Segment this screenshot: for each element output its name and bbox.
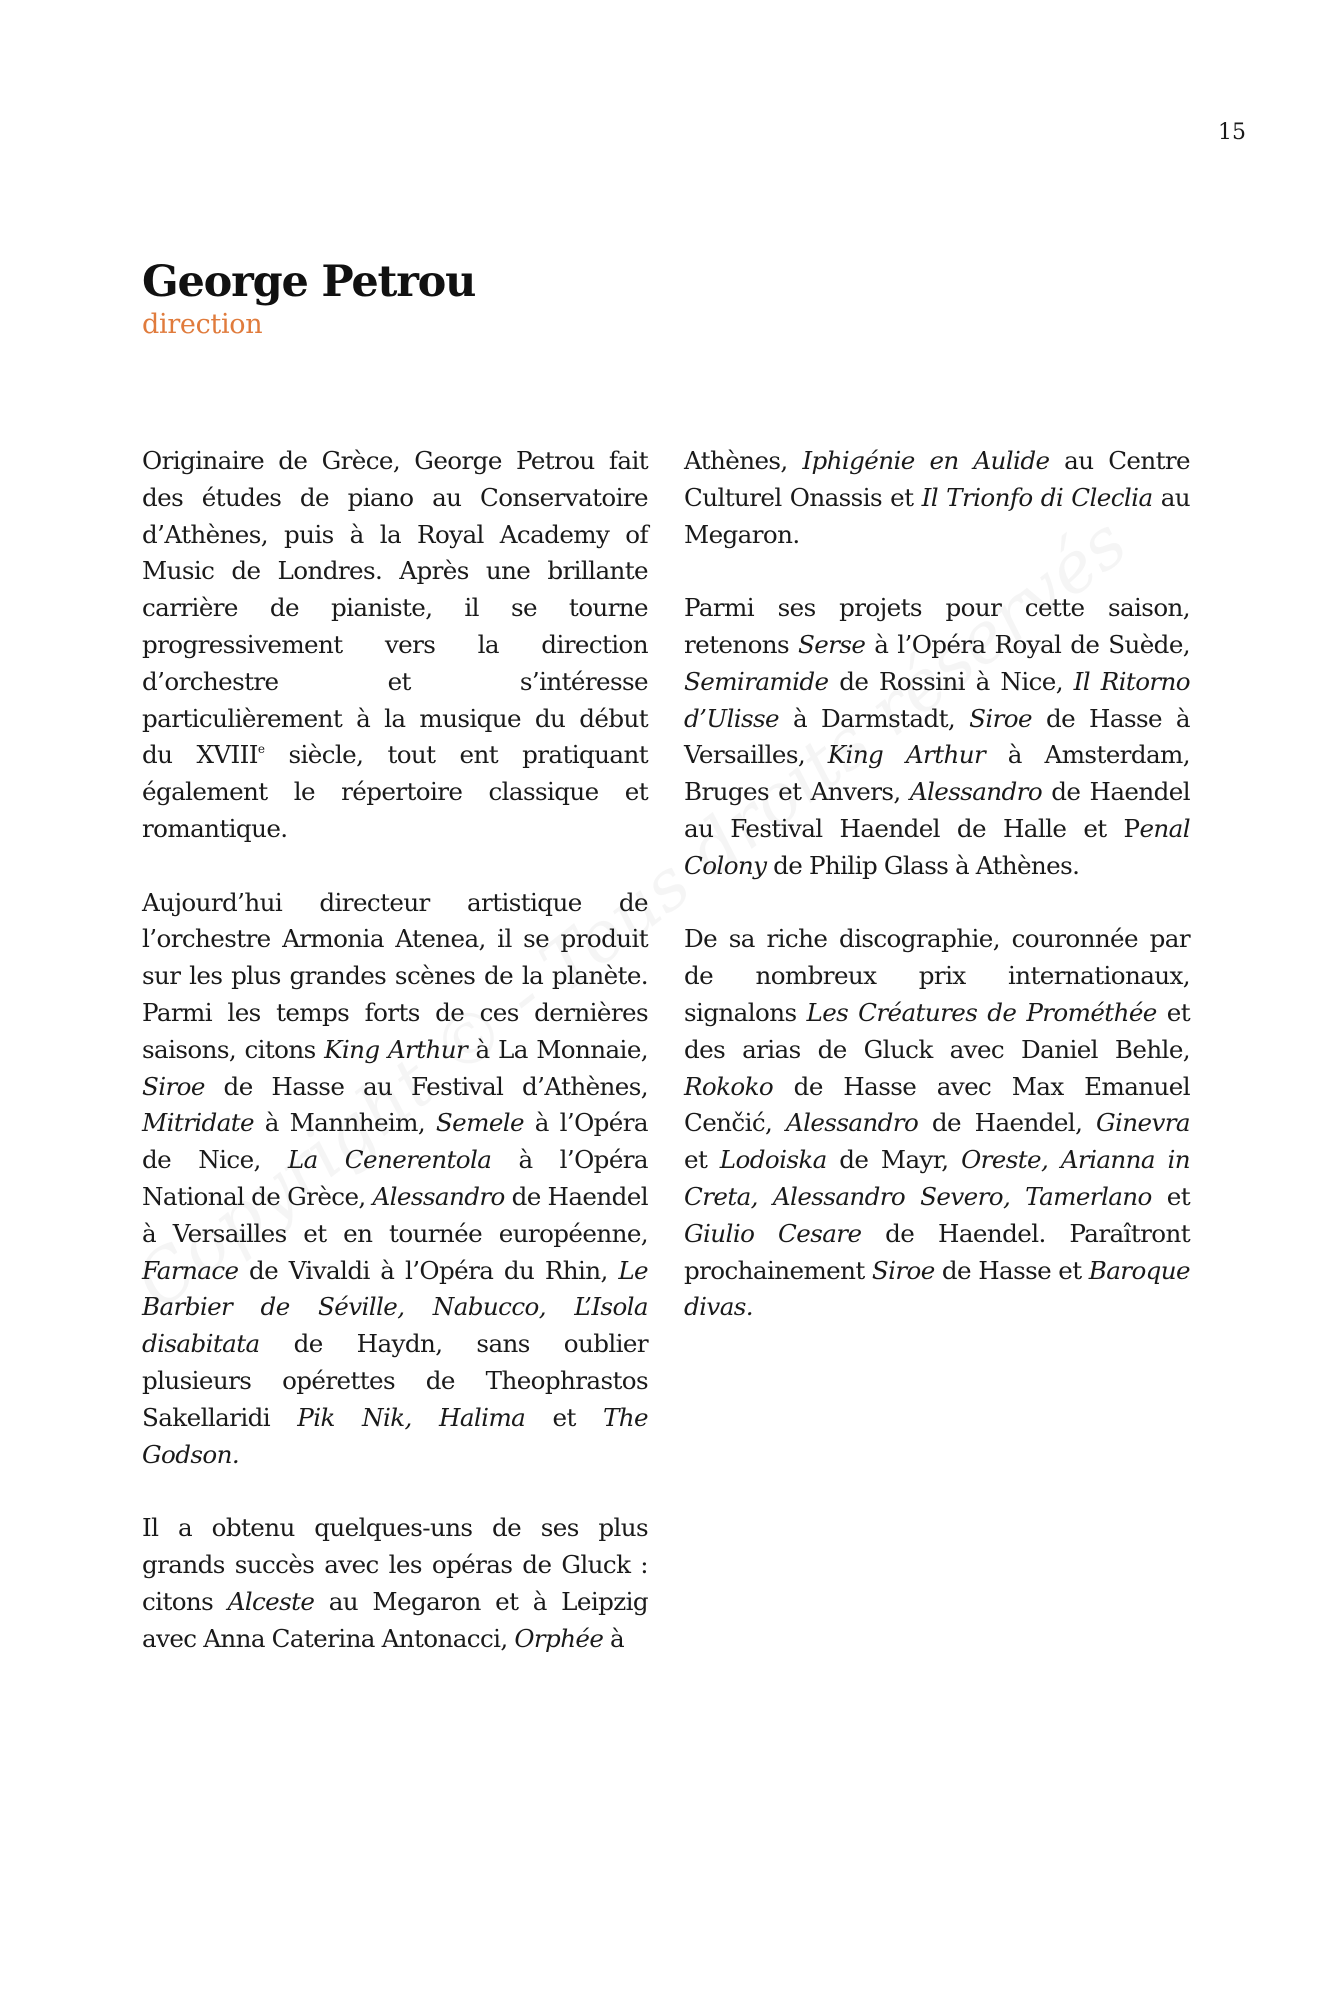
page-number: 15 [1218,120,1246,145]
text-segment: et [1151,1181,1190,1211]
work-title: Iphigénie en Aulide [802,446,1050,475]
text-segment: de Vivaldi à l’Opéra du Rhin, [238,1255,619,1285]
text-segment: à l’Opéra National de Grèce, [142,1145,648,1211]
work-title: Semele [435,1108,525,1138]
bio-paragraph [142,443,648,848]
text-segment: au Megaron. [684,482,1190,549]
left-column [142,443,648,1657]
work-title: Semiramide [684,666,829,696]
text-segment: de Rossini à Nice, [828,666,1074,696]
text-segment: de Hasse avec Max Emanuel Cenčić, [684,1071,1190,1138]
bio-paragraph [684,443,1190,553]
artist-role: direction [142,309,263,340]
bio-paragraph [142,885,648,1474]
text-segment: Parmi ses projets pour cette saison, retenons [684,593,1190,659]
work-title: King Arthur [324,1034,468,1064]
text-segment: de Haydn, sans oublier plusieurs opérettes de Theophrastos Sakellaridi [142,1329,648,1432]
work-title: Farnace [142,1255,239,1285]
work-title: Il Ritorno d’Ulisse [684,666,1190,733]
work-title: Le Barbier de Séville, Nabucco, L’Isola disabitata [142,1255,648,1359]
text-segment: au Megaron et à Leipzig avec Anna Caterina Antonacci, [142,1586,648,1653]
artist-name: George Petrou [142,257,476,307]
work-title: Ginevra [1095,1108,1190,1138]
work-title: enal Colony [684,813,1190,880]
bio-paragraph [142,1510,648,1657]
text-segment: au Centre Culturel Onassis et [684,446,1191,512]
text-segment: de Mayr, [826,1145,962,1175]
work-title: Siroe [871,1255,935,1285]
work-title: Alessandro [372,1181,505,1211]
work-title: Giulio Cesare [684,1218,862,1248]
work-title: Rokoko [684,1071,774,1101]
text-segment: Athènes, [684,446,803,475]
text-segment: De sa riche discographie, couronnée par de nombreux prix internationaux, signalons [684,924,1190,1027]
work-title: King Arthur [827,740,986,770]
text-segment: de Hasse au Festival d’Athènes, [204,1071,648,1101]
text-segment: et des arias de Gluck avec Daniel Behle, [684,997,1190,1064]
text-segment: siècle, tout ent pratiquant également le répertoire classique et romantique. [142,740,648,843]
text-segment: Aujourd’hui directeur artistique de l’orchestre Armonia Atenea, il se produit sur les plus grandes scènes de la planète. Parmi les temps forts de ces dernières saisons, citons [142,887,648,1064]
text-segment: à Mannheim, [254,1108,436,1138]
work-title: Oreste, Arianna in Creta, Alessandro Severo, Tamerlano [684,1145,1190,1211]
text-segment: de Haendel, [918,1108,1096,1138]
work-title: Orphée [514,1623,604,1653]
text-segment: de Hasse à Versailles, [684,703,1190,770]
superscript: e [257,742,265,757]
text-segment: à Amsterdam, Bruges et Anvers, [684,740,1190,807]
bio-paragraph [684,921,1190,1326]
text-segment: Il a obtenu quelques-uns de ses plus grands succès avec les opéras de Gluck : citons [142,1513,648,1616]
text-segment: Originaire de Grèce, George Petrou fait des études de piano au Conservatoire d’Athènes, puis à la Royal Academy of Music de Londres. Après une brillante carrière de pianiste, il se tourne progressivement vers la direction d’orchestre et s’intéresse particulièrement à la musique du début du XVIII [142,446,648,770]
text-segment: à l’Opéra de Nice, [142,1108,648,1175]
work-title: La Cenerentola [287,1145,492,1175]
work-title: Serse [797,629,866,659]
text-segment: de Haendel au Festival Haendel de Halle et P [684,777,1190,843]
text-segment: à Darmstadt, [779,703,970,733]
right-column [684,443,1190,1326]
text-segment: à [603,1623,625,1653]
bio-header [142,256,475,342]
work-title: Il Trionfo di Cleclia [921,482,1153,512]
text-segment: de Philip Glass à Athènes. [766,850,1080,880]
bio-paragraph [684,590,1190,884]
work-title: Mitridate [142,1108,254,1138]
work-title: Alessandro [785,1108,919,1138]
work-title: Baroque divas. [684,1255,1190,1322]
text-segment: à l’Opéra Royal de Suède, [865,629,1190,659]
work-title: Alceste [227,1586,315,1616]
text-segment: de Haendel. Paraîtront prochainement [684,1218,1190,1285]
work-title: The Godson. [142,1402,648,1469]
text-segment: de Haendel à Versailles et en tournée européenne, [142,1181,648,1248]
text-segment: de Hasse et [934,1255,1089,1285]
work-title: Siroe [142,1071,205,1101]
work-title: Pik Nik, Halima [297,1402,526,1432]
work-title: Siroe [969,703,1032,733]
text-segment: et [525,1402,603,1432]
work-title: Lodoiska [719,1145,827,1175]
work-title: Alessandro [909,777,1043,807]
work-title: Les Créatures de Prométhée [806,997,1157,1027]
text-segment: et [684,1145,720,1175]
text-segment: à La Monnaie, [467,1034,648,1064]
